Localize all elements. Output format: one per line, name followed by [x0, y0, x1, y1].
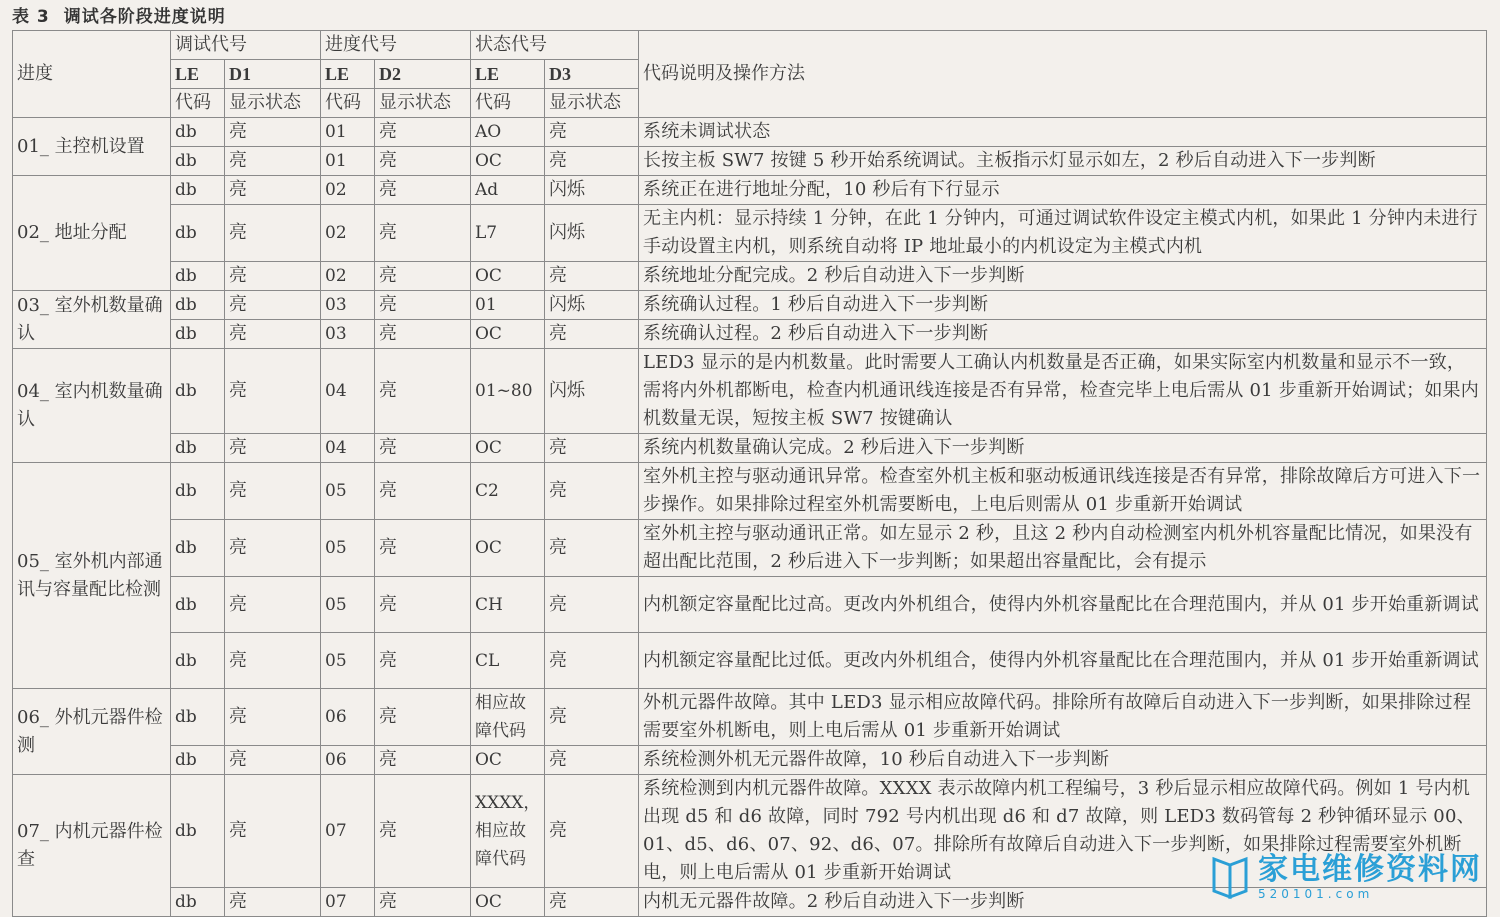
code-cell-le1: db [171, 147, 225, 176]
header-progress-code: 进度代号 [321, 31, 471, 60]
code-cell-le1: db [171, 320, 225, 349]
table-caption [12, 2, 226, 27]
stage-cell: 07_ 内机元器件检查 [13, 775, 171, 917]
code-cell-le2: 05 [321, 463, 375, 520]
state-cell-d1: 亮 [225, 775, 321, 888]
state-cell-d1: 亮 [225, 746, 321, 775]
code-cell-le2: 01 [321, 147, 375, 176]
description-cell: 系统检测到内机元器件故障。XXXX 表示故障内机工程编号，3 秒后显示相应故障代码。例如 1 号内机出现 d5 和 d6 故障，同时 792 号内机出现 d6 和 d7 故障，则 LED3 数码管每 2 秒钟循环显示 00、01、d5、d6、07、92、d6、07。排除所有故障后自动进入下一步判断，如果排除过程需要室外机断电，则上电后需从 01 步重新开始调试 [639, 775, 1487, 888]
state-cell-d3: 亮 [545, 577, 639, 633]
state-cell-d3: 亮 [545, 147, 639, 176]
table-row [13, 434, 1487, 463]
state-cell-d2: 亮 [375, 775, 471, 888]
state-cell-d1: 亮 [225, 577, 321, 633]
description-cell: 系统确认过程。1 秒后自动进入下一步判断 [639, 291, 1487, 320]
description-cell: 室外机主控与驱动通讯异常。检查室外机主板和驱动板通讯线连接是否有异常，排除故障后方可进入下一步操作。如果排除过程室外机需要断电，上电后则需从 01 步重新开始调试 [639, 463, 1487, 520]
table-number: 表 3 [12, 7, 50, 27]
state-cell-d2: 亮 [375, 633, 471, 689]
header-code-3: 代码 [471, 89, 545, 118]
header-debug-code: 调试代号 [171, 31, 321, 60]
state-cell-d2: 亮 [375, 520, 471, 577]
code-cell-le1: db [171, 888, 225, 917]
table-row [13, 520, 1487, 577]
description-cell: 室外机主控与驱动通讯正常。如左显示 2 秒，且这 2 秒内自动检测室内机外机容量配比情况，如果没有超出配比范围，2 秒后进入下一步判断；如果超出容量配比，会有提示 [639, 520, 1487, 577]
state-cell-d2: 亮 [375, 147, 471, 176]
state-cell-d3: 亮 [545, 463, 639, 520]
code-cell-le2: 04 [321, 349, 375, 434]
code-cell-le3: CL [471, 633, 545, 689]
table-row [13, 147, 1487, 176]
code-cell-le2: 03 [321, 291, 375, 320]
table-row [13, 205, 1487, 262]
header-le-1: LE [171, 60, 225, 89]
state-cell-d2: 亮 [375, 463, 471, 520]
code-cell-le1: db [171, 689, 225, 746]
state-cell-d2: 亮 [375, 888, 471, 917]
state-cell-d2: 亮 [375, 349, 471, 434]
state-cell-d3: 亮 [545, 262, 639, 291]
table-row [13, 463, 1487, 520]
state-cell-d3: 闪烁 [545, 205, 639, 262]
header-code-2: 代码 [321, 89, 375, 118]
code-cell-le2: 03 [321, 320, 375, 349]
code-cell-le1: db [171, 291, 225, 320]
table-row [13, 746, 1487, 775]
state-cell-d3: 亮 [545, 746, 639, 775]
code-cell-le2: 02 [321, 262, 375, 291]
header-description: 代码说明及操作方法 [639, 31, 1487, 118]
code-cell-le3: OC [471, 434, 545, 463]
state-cell-d3: 闪烁 [545, 176, 639, 205]
description-cell: 内机额定容量配比过高。更改内外机组合，使得内外机容量配比在合理范围内，并从 01 步开始重新调试 [639, 577, 1487, 633]
header-status-code: 状态代号 [471, 31, 639, 60]
code-cell-le3: 01 [471, 291, 545, 320]
state-cell-d3: 亮 [545, 320, 639, 349]
description-cell: 长按主板 SW7 按键 5 秒开始系统调试。主板指示灯显示如左，2 秒后自动进入下一步判断 [639, 147, 1487, 176]
state-cell-d2: 亮 [375, 291, 471, 320]
code-cell-le2: 01 [321, 118, 375, 147]
code-cell-le3: XXXX，相应故障代码 [471, 775, 545, 888]
state-cell-d1: 亮 [225, 888, 321, 917]
table-row [13, 320, 1487, 349]
code-cell-le1: db [171, 176, 225, 205]
code-cell-le3: OC [471, 888, 545, 917]
state-cell-d3: 亮 [545, 888, 639, 917]
table-row [13, 291, 1487, 320]
code-cell-le2: 07 [321, 888, 375, 917]
code-cell-le3: CH [471, 577, 545, 633]
state-cell-d1: 亮 [225, 434, 321, 463]
code-cell-le3: L7 [471, 205, 545, 262]
description-cell: 系统内机数量确认完成。2 秒后进入下一步判断 [639, 434, 1487, 463]
header-le-3: LE [471, 60, 545, 89]
code-cell-le2: 05 [321, 577, 375, 633]
description-cell: 内机无元器件故障。2 秒后自动进入下一步判断 [639, 888, 1487, 917]
header-code-1: 代码 [171, 89, 225, 118]
book-icon [1210, 853, 1250, 901]
state-cell-d1: 亮 [225, 633, 321, 689]
description-cell: 无主内机：显示持续 1 分钟，在此 1 分钟内，可通过调试软件设定主模式内机，如果此 1 分钟内未进行手动设置主内机，则系统自动将 IP 地址最小的内机设定为主模式内机 [639, 205, 1487, 262]
code-cell-le1: db [171, 577, 225, 633]
state-cell-d1: 亮 [225, 262, 321, 291]
state-cell-d3: 亮 [545, 775, 639, 888]
code-cell-le1: db [171, 205, 225, 262]
state-cell-d1: 亮 [225, 147, 321, 176]
state-cell-d2: 亮 [375, 434, 471, 463]
header-d3: D3 [545, 60, 639, 89]
stage-cell: 05_ 室外机内部通讯与容量配比检测 [13, 463, 171, 689]
state-cell-d3: 亮 [545, 633, 639, 689]
table-row [13, 176, 1487, 205]
stage-cell: 01_ 主控机设置 [13, 118, 171, 176]
stage-cell: 06_ 外机元器件检测 [13, 689, 171, 775]
description-cell: LED3 显示的是内机数量。此时需要人工确认内机数量是否正确，如果实际室内机数量和显示不一致，需将内外机都断电，检查内机通讯线连接是否有异常，检查完毕上电后需从 01 步重新开始调试；如果内机数量无误，短按主板 SW7 按键确认 [639, 349, 1487, 434]
stage-cell: 04_ 室内机数量确认 [13, 349, 171, 463]
state-cell-d3: 闪烁 [545, 291, 639, 320]
site-watermark [1210, 846, 1490, 908]
state-cell-d1: 亮 [225, 689, 321, 746]
code-cell-le2: 02 [321, 176, 375, 205]
code-cell-le1: db [171, 633, 225, 689]
state-cell-d3: 亮 [545, 689, 639, 746]
code-cell-le1: db [171, 520, 225, 577]
table-row [13, 349, 1487, 434]
description-cell: 系统检测外机无元器件故障，10 秒后自动进入下一步判断 [639, 746, 1487, 775]
header-le-2: LE [321, 60, 375, 89]
code-cell-le3: Ad [471, 176, 545, 205]
table-row [13, 262, 1487, 291]
header-d1: D1 [225, 60, 321, 89]
state-cell-d2: 亮 [375, 320, 471, 349]
code-cell-le1: db [171, 434, 225, 463]
state-cell-d1: 亮 [225, 205, 321, 262]
code-cell-le3: 相应故障代码 [471, 689, 545, 746]
code-cell-le1: db [171, 463, 225, 520]
description-cell: 系统确认过程。2 秒后自动进入下一步判断 [639, 320, 1487, 349]
header-display-state-2: 显示状态 [375, 89, 471, 118]
code-cell-le1: db [171, 349, 225, 434]
state-cell-d1: 亮 [225, 520, 321, 577]
state-cell-d1: 亮 [225, 118, 321, 147]
code-cell-le3: OC [471, 320, 545, 349]
state-cell-d2: 亮 [375, 689, 471, 746]
state-cell-d2: 亮 [375, 205, 471, 262]
header-display-state-1: 显示状态 [225, 89, 321, 118]
code-cell-le2: 05 [321, 520, 375, 577]
code-cell-le2: 04 [321, 434, 375, 463]
code-cell-le1: db [171, 746, 225, 775]
stage-cell: 02_ 地址分配 [13, 176, 171, 291]
state-cell-d3: 闪烁 [545, 349, 639, 434]
code-cell-le3: OC [471, 746, 545, 775]
table-title: 调试各阶段进度说明 [63, 7, 226, 27]
table-row [13, 577, 1487, 633]
state-cell-d2: 亮 [375, 577, 471, 633]
state-cell-d3: 亮 [545, 520, 639, 577]
watermark-url: 520101.com [1258, 887, 1374, 901]
table-body [13, 118, 1487, 917]
code-cell-le2: 06 [321, 689, 375, 746]
state-cell-d1: 亮 [225, 320, 321, 349]
state-cell-d1: 亮 [225, 349, 321, 434]
code-cell-le1: db [171, 118, 225, 147]
code-cell-le2: 06 [321, 746, 375, 775]
code-cell-le1: db [171, 262, 225, 291]
state-cell-d2: 亮 [375, 118, 471, 147]
description-cell: 系统正在进行地址分配，10 秒后有下行显示 [639, 176, 1487, 205]
table-row [13, 689, 1487, 746]
code-cell-le3: OC [471, 262, 545, 291]
state-cell-d2: 亮 [375, 176, 471, 205]
watermark-title: 家电维修资料网 [1258, 852, 1482, 887]
description-cell: 系统未调试状态 [639, 118, 1487, 147]
description-cell: 系统地址分配完成。2 秒后自动进入下一步判断 [639, 262, 1487, 291]
debug-progress-table [12, 30, 1487, 917]
header-d2: D2 [375, 60, 471, 89]
code-cell-le2: 05 [321, 633, 375, 689]
code-cell-le3: OC [471, 520, 545, 577]
state-cell-d3: 亮 [545, 434, 639, 463]
code-cell-le3: 01~80 [471, 349, 545, 434]
state-cell-d1: 亮 [225, 291, 321, 320]
table-row [13, 633, 1487, 689]
state-cell-d1: 亮 [225, 176, 321, 205]
state-cell-d2: 亮 [375, 746, 471, 775]
state-cell-d1: 亮 [225, 463, 321, 520]
header-display-state-3: 显示状态 [545, 89, 639, 118]
code-cell-le3: C2 [471, 463, 545, 520]
code-cell-le1: db [171, 775, 225, 888]
state-cell-d2: 亮 [375, 262, 471, 291]
state-cell-d3: 亮 [545, 118, 639, 147]
stage-cell: 03_ 室外机数量确认 [13, 291, 171, 349]
table-row [13, 118, 1487, 147]
code-cell-le3: OC [471, 147, 545, 176]
code-cell-le2: 07 [321, 775, 375, 888]
header-progress: 进度 [13, 31, 171, 118]
description-cell: 内机额定容量配比过低。更改内外机组合，使得内外机容量配比在合理范围内，并从 01 步开始重新调试 [639, 633, 1487, 689]
code-cell-le3: AO [471, 118, 545, 147]
code-cell-le2: 02 [321, 205, 375, 262]
description-cell: 外机元器件故障。其中 LED3 显示相应故障代码。排除所有故障后自动进入下一步判断，如果排除过程需要室外机断电，则上电后需从 01 步重新开始调试 [639, 689, 1487, 746]
